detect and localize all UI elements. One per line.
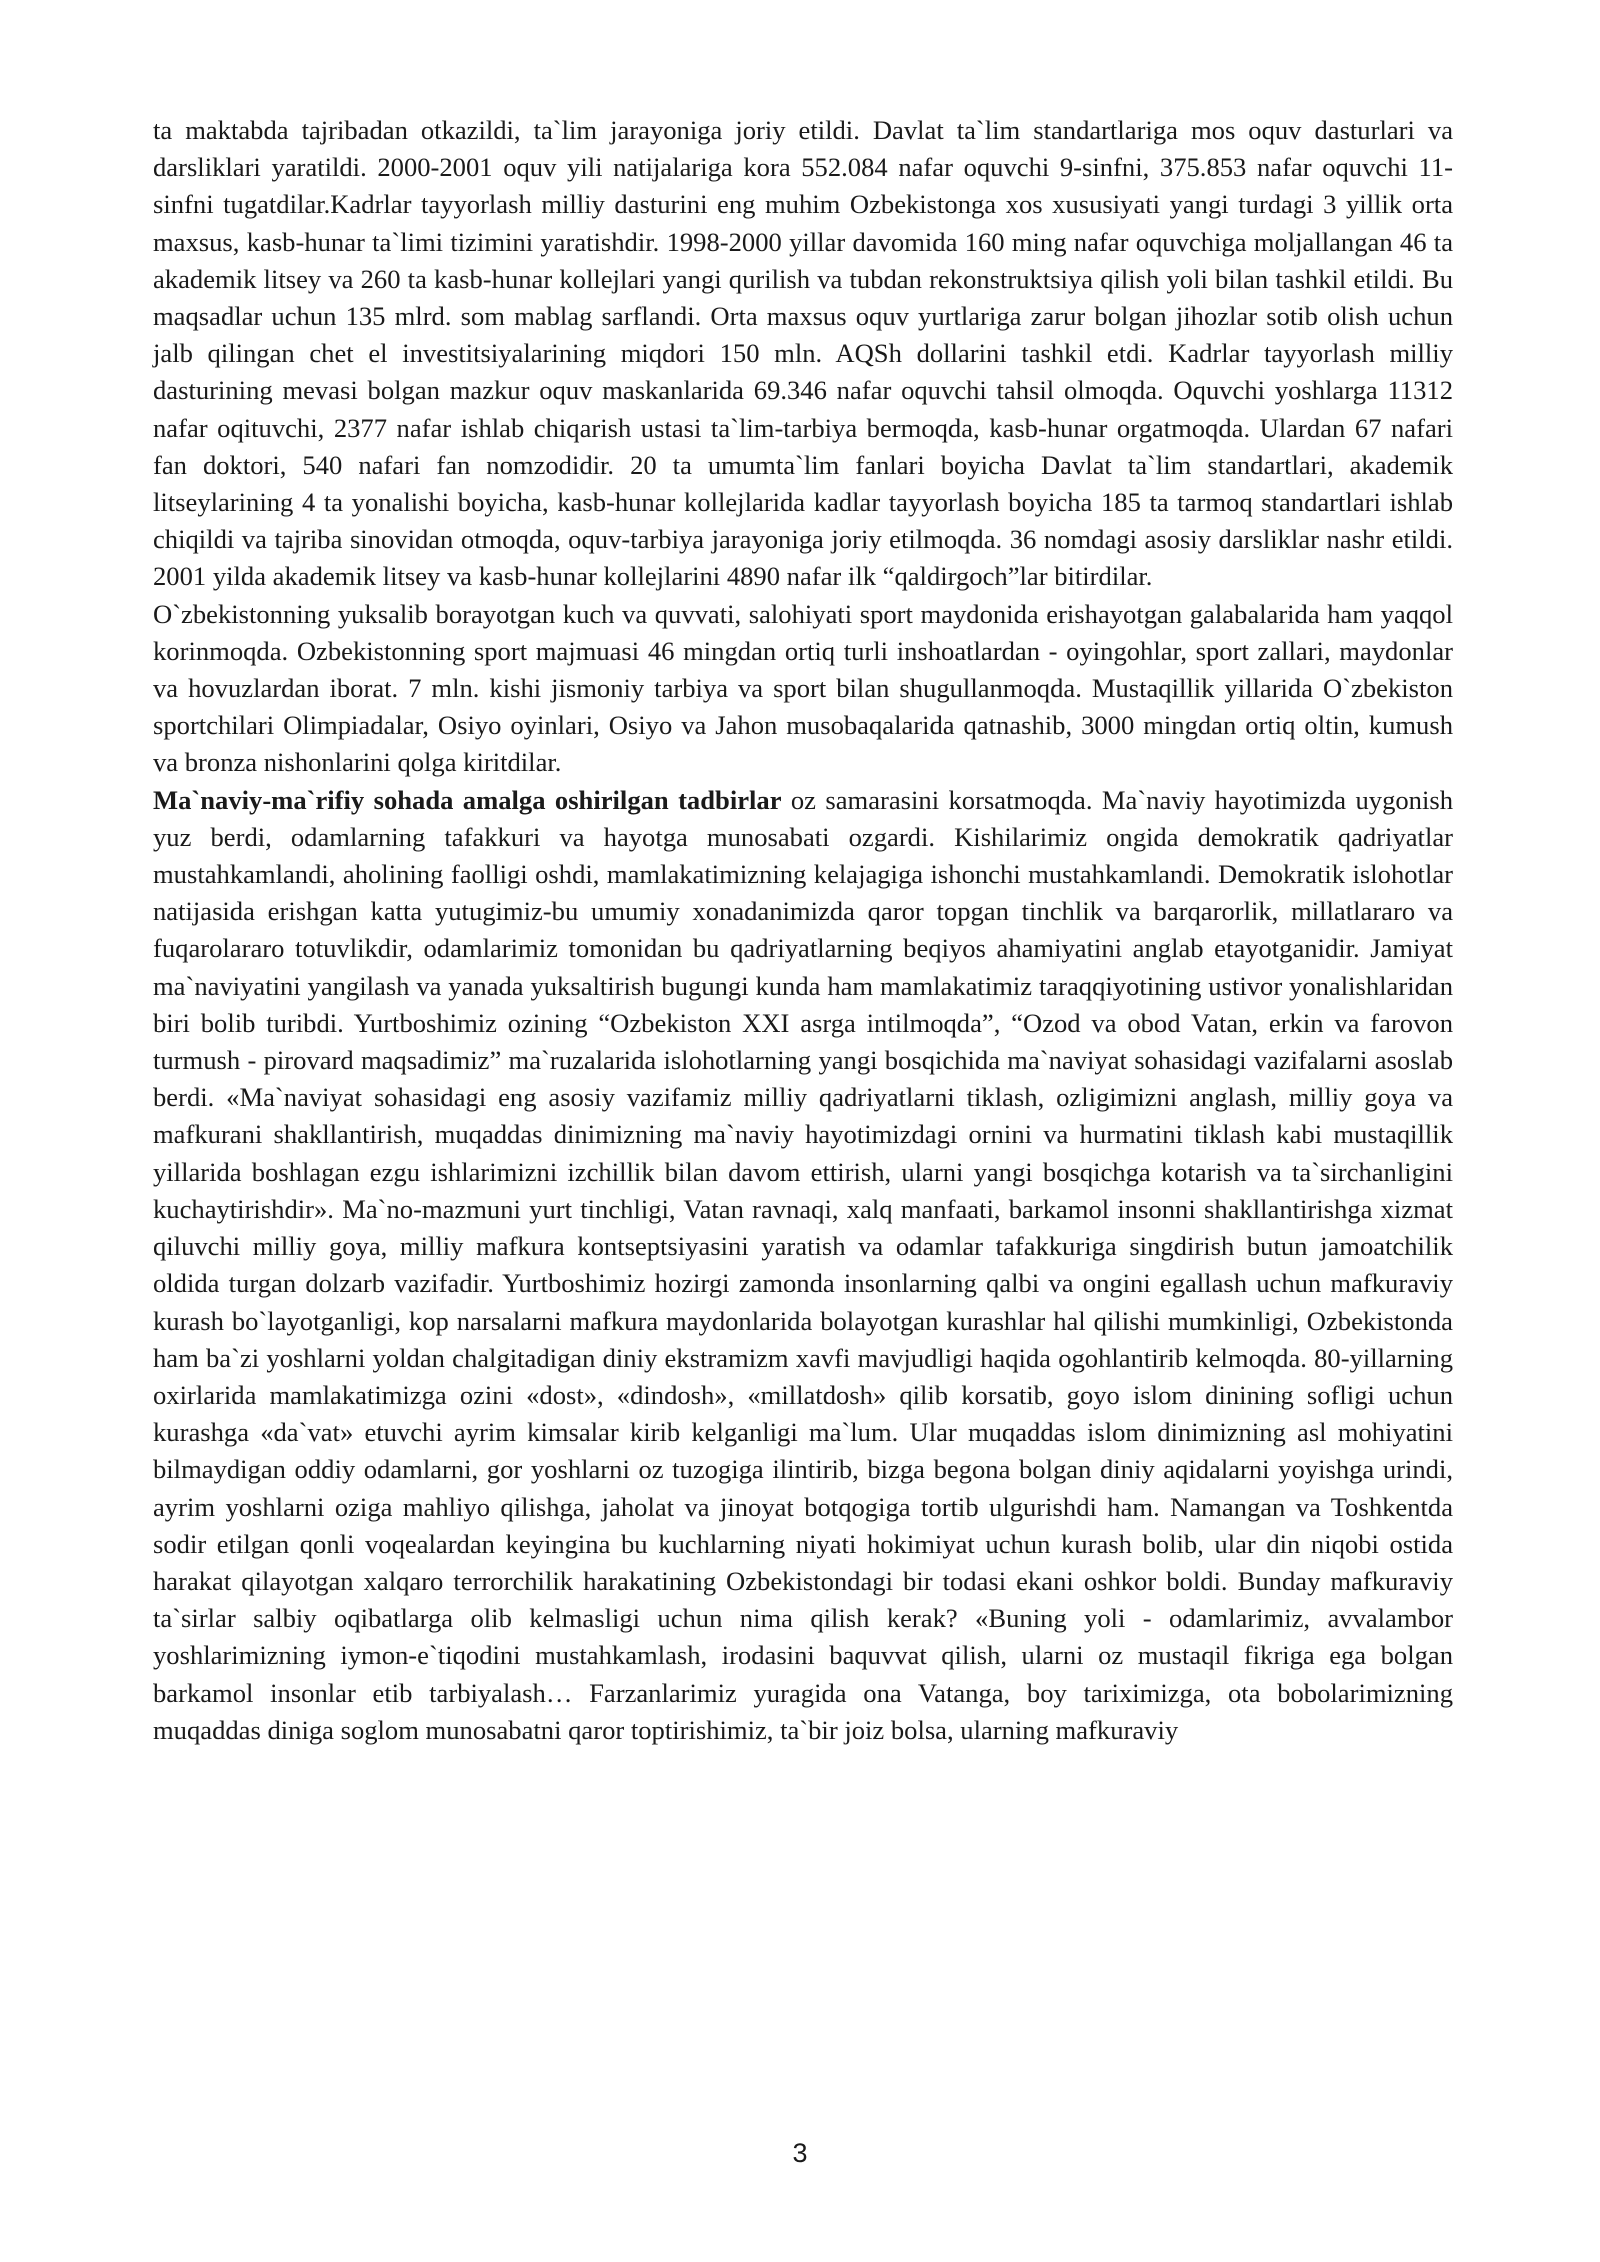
paragraph-spiritual — [153, 782, 1453, 1749]
paragraph-spiritual-text: oz samarasini korsatmoqda. Ma`naviy hayotimizda uygonish yuz berdi, odamlarning tafakkuri va hayotga munosabati ozgardi. Kishilarimiz ongida demokratik qadriyatlar mustahkamlandi, aholining faolligi oshdi, mamlakatimizning kelajagiga ishonchi mustahkamlandi. Demokratik islohotlar natijasida erishgan katta yutugimiz-bu umumiy xonadanimizda qaror topgan tinchlik va barqarorlik, millatlararo va fuqarolararo totuvlikdir, odamlarimiz tomonidan bu qadriyatlarning beqiyos ahamiyatini anglab etayotganidir. Jamiyat ma`naviyatini yangilash va yanada yuksaltirish bugungi kunda ham mamlakatimiz taraqqiyotining ustivor yonalishlaridan biri bolib turibdi. Yurtboshimiz ozining “Ozbekiston XXI asrga intilmoqda”, “Ozod va obod Vatan, erkin va farovon turmush - pirovard maqsadimiz” ma`ruzalarida islohotlarning yangi bosqichida ma`naviyat sohasidagi vazifalarni asoslab berdi. «Ma`naviyat sohasidagi eng asosiy vazifamiz milliy qadriyatlarni tiklash, ozligimizni anglash, milliy goya va mafkurani shakllantirish, muqaddas dinimizning ma`naviy hayotimizdagi ornini va hurmatini tiklash kabi mustaqillik yillarida boshlagan ezgu ishlarimizni izchillik bilan davom ettirish, ularni yangi bosqichga kotarish va ta`sirchanligini kuchaytirishdir». Ma`no-mazmuni yurt tinchligi, Vatan ravnaqi, xalq manfaati, barkamol insonni shakllantirishga xizmat qiluvchi milliy goya, milliy mafkura kontseptsiyasini yaratish va odamlar tafakkuriga singdirish butun jamoatchilik oldida turgan dolzarb vazifadir. Yurtboshimiz hozirgi zamonda insonlarning qalbi va ongini egallash uchun mafkuraviy kurash bo`layotganligi, kop narsalarni mafkura maydonlarida bolayotgan kurashlar hal qilishi mumkinligi, Ozbekistonda ham ba`zi yoshlarni yoldan chalgitadigan diniy ekstramizm xavfi mavjudligi haqida ogohlantirib kelmoqda. 80-yillarning oxirlarida mamlakatimizga ozini «dost», «dindosh», «millatdosh» qilib korsatib, goyo islom dinining sofligi uchun kurashga «da`vat» etuvchi ayrim kimsalar kirib kelganligi ma`lum. Ular muqaddas islom dinimizning asl mohiyatini bilmaydigan oddiy odamlarni, gor yoshlarni oz tuzogiga ilintirib, bizga begona bolgan diniy aqidalarni yoyishga urindi, ayrim yoshlarni oziga mahliyo qilishga, jaholat va jinoyat botqogiga tortib ulgurishdi ham. Namangan va Toshkentda sodir etilgan qonli voqealardan keyingina bu kuchlarning niyati hokimiyat uchun kurash bolib, ular din niqobi ostida harakat qilayotgan xalqaro terrorchilik harakatining Ozbekistondagi bir todasi ekani oshkor boldi. Bunday mafkuraviy ta`sirlar salbiy oqibatlarga olib kelmasligi uchun nima qilish kerak? «Buning yoli - odamlarimiz, avvalambor yoshlarimizning iymon-e`tiqodini mustahkamlash, irodasini baquvvat qilish, ularni oz mustaqil fikriga ega bolgan barkamol insonlar etib tarbiyalash… Farzanlarimiz yuragida ona Vatanga, boy tariximizga, ota bobolarimizning muqaddas diniga soglom munosabatni qaror toptirishimiz, ta`bir joiz bolsa, ularning mafkuraviy — [153, 784, 1453, 1745]
document-body — [153, 112, 1453, 1749]
paragraph-sport: O`zbekistonning yuksalib borayotgan kuch va quvvati, salohiyati sport maydonida erishayotgan galabalarida ham yaqqol korinmoqda. Ozbekistonning sport majmuasi 46 mingdan ortiq turli inshoatlardan - oyingohlar, sport zallari, maydonlar va hovuzlardan iborat. 7 mln. kishi jismoniy tarbiya va sport bilan shugullanmoqda. Mustaqillik yillarida O`zbekiston sportchilari Olimpiadalar, Osiyo oyinlari, Osiyo va Jahon musobaqalarida qatnashib, 3000 mingdan ortiq oltin, kumush va bronza nishonlarini qolga kiritdilar. — [153, 598, 1453, 778]
paragraph-education: ta maktabda tajribadan otkazildi, ta`lim jarayoniga joriy etildi. Davlat ta`lim standartlariga mos oquv dasturlari va darsliklari yaratildi. 2000-2001 oquv yili natijalariga kora 552.084 nafar oquvchi 9-sinfni, 375.853 nafar oquvchi 11-sinfni tugatdilar.Kadrlar tayyorlash milliy dasturini eng muhim Ozbekistonga xos xususiyati yangi turdagi 3 yillik orta maxsus, kasb-hunar ta`limi tizimini yaratishdir. 1998-2000 yillar davomida 160 ming nafar oquvchiga moljallangan 46 ta akademik litsey va 260 ta kasb-hunar kollejlari yangi qurilish va tubdan rekonstruktsiya qilish yoli bilan tashkil etildi. Bu maqsadlar uchun 135 mlrd. som mablag sarflandi. Orta maxsus oquv yurtlariga zarur bolgan jihozlar sotib olish uchun jalb qilingan chet el investitsiyalarining miqdori 150 mln. AQSh dollarini tashkil etdi. Kadrlar tayyorlash milliy dasturining mevasi bolgan mazkur oquv maskanlarida 69.346 nafar oquvchi tahsil olmoqda. Oquvchi yoshlarga 11312 nafar oqituvchi, 2377 nafar ishlab chiqarish ustasi ta`lim-tarbiya bermoqda, kasb-hunar orgatmoqda. Ulardan 67 nafari fan doktori, 540 nafari fan nomzodidir. 20 ta umumta`lim fanlari boyicha Davlat ta`lim standartlari, akademik litseylarining 4 ta yonalishi boyicha, kasb-hunar kollejlarida kadlar tayyorlash boyicha 185 ta tarmoq standartlari ishlab chiqildi va tajriba sinovidan otmoqda, oquv-tarbiya jarayoniga joriy etilmoqda. 36 nomdagi asosiy darsliklar nashr etildi. 2001 yilda akademik litsey va kasb-hunar kollejlarini 4890 nafar ilk “qaldirgoch”lar bitirdilar. — [153, 115, 1453, 592]
page-number: 3 — [792, 2138, 808, 2168]
paragraph-spiritual-heading: Ma`naviy-ma`rifiy sohada amalga oshirilgan tadbirlar — [153, 784, 782, 815]
